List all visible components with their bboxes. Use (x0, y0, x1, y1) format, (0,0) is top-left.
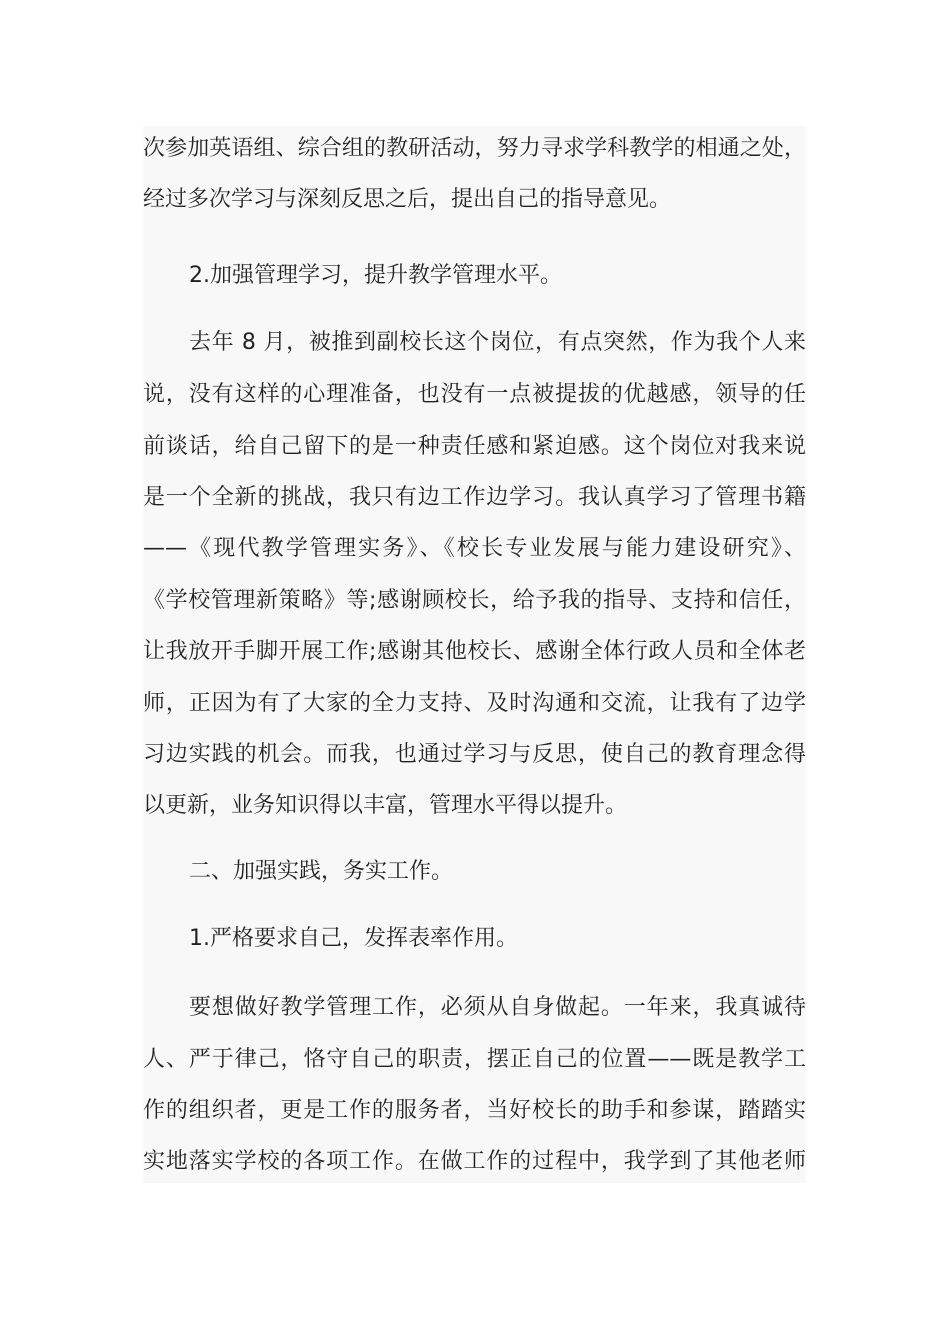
text-line-1: 次参加英语组、综合组的教研活动，努力寻求学科教学的相通之处， (143, 136, 806, 161)
text-line-8: 《学校管理新策略》等;感谢顾校长，给予我的指导、支持和信任， (143, 588, 806, 613)
document-body (143, 126, 806, 1183)
section-heading-1: 1.严格要求自己，发挥表率作用。 (189, 926, 518, 951)
text-line-15: 作的组织者，更是工作的服务者，当好校长的助手和参谋，踏踏实 (143, 1098, 806, 1123)
section-heading-2: 2.加强管理学习，提升教学管理水平。 (189, 263, 562, 288)
text-line-6: 是一个全新的挑战，我只有边工作边学习。我认真学习了管理书籍 (143, 485, 806, 510)
text-line-16: 实地落实学校的各项工作。在做工作的过程中，我学到了其他老师 (143, 1149, 806, 1174)
text-line-7: ——《现代教学管理实务》、《校长专业发展与能力建设研究》、 (143, 536, 806, 561)
text-line-12: 以更新，业务知识得以丰富，管理水平得以提升。 (143, 793, 628, 818)
text-line-11: 习边实践的机会。而我，也通过学习与反思，使自己的教育理念得 (143, 742, 806, 767)
text-line-14: 人、严于律己，恪守自己的职责，摆正自己的位置——既是教学工 (143, 1047, 806, 1072)
text-line-4: 说，没有这样的心理准备，也没有一点被提拔的优越感，领导的任 (143, 382, 806, 407)
text-line-13: 要想做好教学管理工作，必须从自身做起。一年来，我真诚待 (189, 995, 806, 1020)
text-line-2: 经过多次学习与深刻反思之后，提出自己的指导意见。 (143, 187, 672, 212)
text-line-9: 让我放开手脚开展工作;感谢其他校长、感谢全体行政人员和全体老 (143, 639, 806, 664)
text-line-10: 师，正因为有了大家的全力支持、及时沟通和交流，让我有了边学 (143, 691, 806, 716)
text-line-5: 前谈话，给自己留下的是一种责任感和紧迫感。这个岗位对我来说 (143, 434, 806, 459)
section-heading-part2: 二、加强实践，务实工作。 (189, 859, 454, 884)
text-line-3: 去年 8 月，被推到副校长这个岗位，有点突然，作为我个人来 (189, 330, 806, 355)
